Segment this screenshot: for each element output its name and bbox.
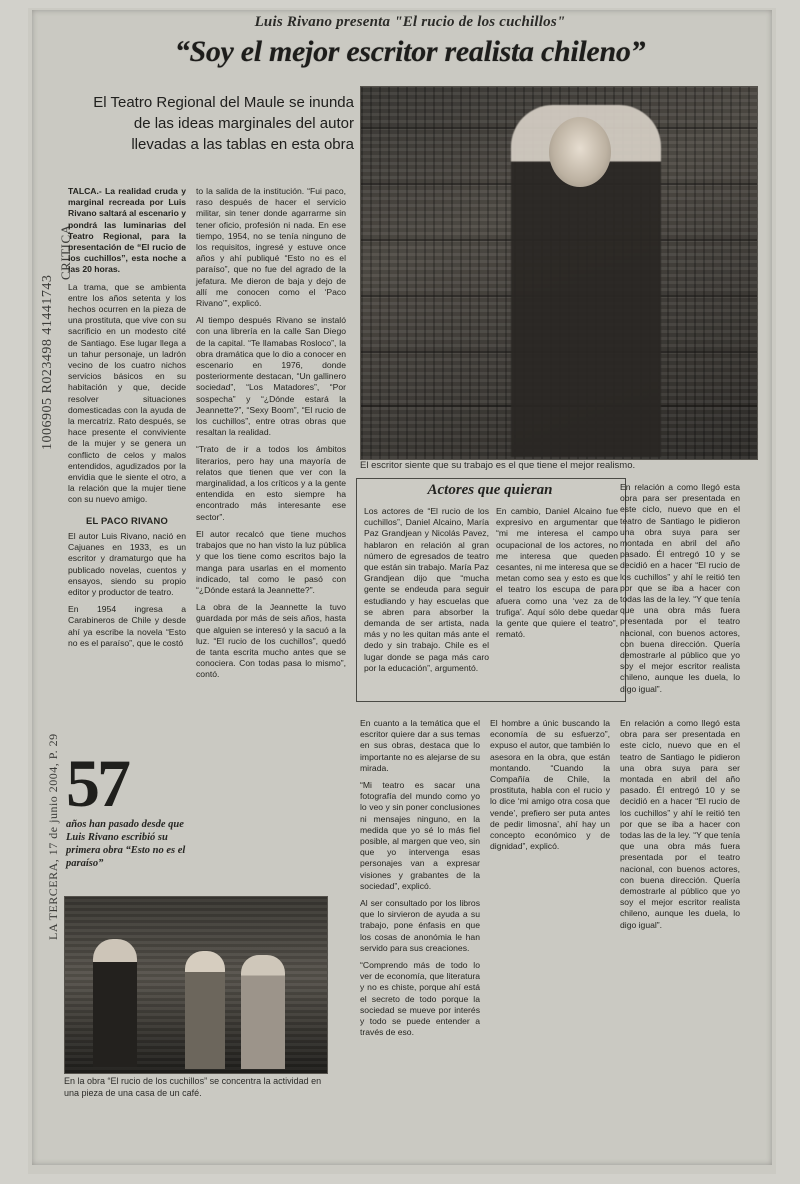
photo-figure-3	[241, 955, 285, 1069]
headline: “Soy el mejor escritor realista chileno”	[174, 35, 646, 68]
article-paragraph: “Trato de ir a todos los ámbitos literarios, pero hay una mayoría de relatos que tienen que ver con la marginalidad, a los críticos y a la gente entendida en esto siempre ha encontrado más interesante ese sector”.	[196, 444, 346, 522]
article-paragraph: Al tiempo después Rivano se instaló con una librería en la calle San Diego de la capital. “Te llamabas Rosloco”, la obra dramática que lo dio a conocer en escenario en 1976, donde posteriormente destacan, “Un gallinero sociedad”, “Los Matadores”, “Por sospecha” y “¿Dónde estará la Jeannette?”, “Sexy Boom”, “El rucio de los cuchillos”, entre otras obras que resaltan la realidad.	[196, 315, 346, 438]
photo-figure-2	[185, 951, 225, 1069]
article-column-7	[620, 482, 740, 701]
stat-number: 57	[66, 745, 128, 821]
standfirst: El Teatro Regional del Maule se inunda de las ideas marginales del autor llevadas a las tablas en esta obra	[93, 94, 354, 153]
kicker: Luis Rivano presenta "El rucio de los cuchillos"	[254, 14, 566, 30]
article-paragraph: La obra de la Jeannette la tuvo guardada por más de seis años, hasta que alguien se interesó y la sacuó a la luz. “El rucio de los cuchillos”, quedó de tanta escrita mucho antes que se conociera. Con todas pasa lo mismo”, contó.	[196, 602, 346, 680]
article-paragraph: to la salida de la institución. “Fui paco, raso después de hacer el servicio militar, sin tener donde agarrarme sin tener oficio, profesión ni nada. En ese tiempo, 1954, no se tenía ninguno de los requisitos, ingresé y estuve once años y ahí publiqué “Esto no es el paraíso”, que no fue del agrado de la jefatura. Me dieron de baja y dejo de allí me conocen como el ‘Paco Rivano’”, explicó.	[196, 186, 346, 309]
article-paragraph: La trama, que se ambienta entre los años setenta y los hechos ocurren en la pieza de una prostituta, que vive con su sacrificio en un modesto cité de Santiago. Ese lugar llega a un tahur personaje, un ladrón vecino de los cuatro nichos servicios básicos en su habitación y que, decide resolver situaciones domesticadas con la ayuda de la mercatriz. Rato después, se hace presente el conviviente de la mujer y se genera un conflicto de celos y malos entendidos, agudizados por la envidia que le siente el otro, a la relación que la mujer tiene con su nuevo amigo.	[68, 281, 186, 505]
article-paragraph: En 1954 ingresa a Carabineros de Chile y desde ahí ya escribe la novela “Esto no es el paraíso”, que le costó	[68, 604, 186, 648]
sidebar-box-column-2	[496, 506, 618, 646]
photo-subject-face	[549, 117, 611, 187]
article-paragraph: Al ser consultado por los libros que lo sirvieron de ayuda a su trabajo, pone énfasis en que los cosas de anonómia le han servido para sus creaciones.	[360, 898, 480, 953]
article-paragraph: “Mi teatro es sacar una fotografía del mundo como yo lo veo y sin poner conclusiones ni mensajes ninguno, en la medida que yo sé lo más fiel posible, al margen que veo, sin que yo intervenga esas personajes van a expresar visiones y grabantes de la sociedad”, explicó.	[360, 780, 480, 891]
article-paragraph: En relación a como llegó esta obra para ser presentada en este ciclo, nuevo que en el teatro de Santiago le pidieron una obra suya para ser montada en abril del año pasado. Él entregó 10 y se decidió en a hacer “El rucio de los cuchillos” y ahí le reitió ten por que se iba a hacer con todas las de la ley. “Y que tenía que una obra más fuera presentada por el teatro nacional, con buenos actores, con buena dirección. Quería demostrarle al público que yo soy el mejor escritor realista chileno, aunque les duela, lo digo igual”.	[620, 718, 740, 930]
article-paragraph: En relación a como llegó esta obra para ser presentada en este ciclo, nuevo que en el teatro de Santiago le pidieron una obra suya para ser montada en abril del año pasado. Él entregó 10 y se decidió en a hacer “El rucio de los cuchillos” y ahí le reitió ten por que se iba a hacer con todas las de la ley. “Y que tenía que una obra más fuera presentada por el teatro nacional, con buenos actores, con buena dirección. Quería demostrarle al público que yo soy el mejor escritor realista chileno, aunque les duela, lo digo igual”.	[620, 482, 740, 694]
article-column-4	[360, 718, 480, 1044]
sidebar-box-title: Actores que quieran	[427, 482, 553, 498]
sidebar-box-column-1	[364, 506, 489, 680]
article-paragraph: En cambio, Daniel Alcaino fue expresivo en argumentar que “mi me interesa el campo ocupacional de los actores, no me interesa que queden cesantes, ni me interesa que se metan como sea y esto es que el teatro los escupa de para afuera como una ‘vez za de trufiga’. Aquí sólo debe quedar la gente que quiere el teatro”, remató.	[496, 506, 618, 640]
article-paragraph: El autor recalcó que tiene muchos trabajos que no han visto la luz pública y que los tiene como escritos bajo la manga para usarlas en el momento indicado, tal como le pasó con “¿Dónde estará la Jeannette?”.	[196, 528, 346, 595]
subhead-paco-rivano: EL PACO RIVANO	[86, 514, 168, 526]
article-column-6	[490, 718, 610, 858]
article-paragraph: En cuanto a la temática que el escritor quiere dar a sus temas en sus obras, destaca que lo importante no es alejarse de su mirada.	[360, 718, 480, 773]
article-paragraph: El autor Luis Rivano, nació en Cajuanes en 1933, es un escritor y dramaturgo que ha publicado novelas, cuentos y ensayos, siendo su propio editor y productor de teatro.	[68, 530, 186, 597]
masthead	[70, 14, 750, 69]
article-paragraph: El hombre a únic buscando la economía de su esfuerzo”, expuso el autor, que también lo asesora en la obra, que están montando. “Cuando la Compañía de Chile, la prostituta, habla con el rucio y lo dice ‘mi amigo otra cosa que vende’, prefiero ser puta antes de pedir limosna’, ahí hay un concepto económico y de dignidad”, explicó.	[490, 718, 610, 852]
theatre-photo-caption: En la obra “El rucio de los cuchillos” se concentra la actividad en una pieza de una casa de un café.	[64, 1076, 322, 1098]
article-column-2	[196, 186, 346, 687]
stat-block	[66, 745, 192, 870]
article-paragraph: TALCA.- La realidad cruda y marginal recreada por Luis Rivano saltará al escenario y pondrá las luminarias del Teatro Regional, para la presentación de “El rucio de los cuchillos”, esta noche a las 20 horas.	[68, 186, 186, 275]
handwritten-note-callnumber: 1006905 R023498 41441743	[40, 274, 55, 450]
article-paragraph: “Comprendo más de todo lo ver de economía, que literatura y no es chiste, porque ahí está el secreto de todo porque la sociedad se mueve por interés y todo se puede entender a través de eso.	[360, 960, 480, 1038]
handwritten-note-top: CRITICA	[58, 224, 73, 280]
article-paragraph: Los actores de “El rucio de los cuchillos”, Daniel Alcaino, María Paz Grandjean y Nicolás Pavez, hablaron en relación al gran número de egresados de teatro que están sin trabajo. María Paz Grandjean dijo que “mucha gente se endeuda para seguir estudiando y hay escuelas que se abren para absorber la demanda de ser artista, nada más y no les quitan más ante el dedo y sin trabajo. Chile es el lugar donde se paga más caro por la educación”, argumentó.	[364, 506, 489, 673]
article-column-1	[68, 186, 186, 655]
photo-figure-1	[93, 939, 137, 1067]
main-photo	[360, 86, 758, 460]
handwritten-note-source: LA TERCERA, 17 de junio 2004, P. 29	[46, 733, 60, 940]
stat-caption: años han pasado desde que Luis Rivano escribió su primera obra “Esto no es el paraíso”	[66, 819, 186, 869]
main-photo-caption: El escritor siente que su trabajo es el que tiene el mejor realismo.	[360, 460, 636, 471]
theatre-photo	[64, 896, 328, 1074]
article-column-8	[620, 718, 740, 937]
